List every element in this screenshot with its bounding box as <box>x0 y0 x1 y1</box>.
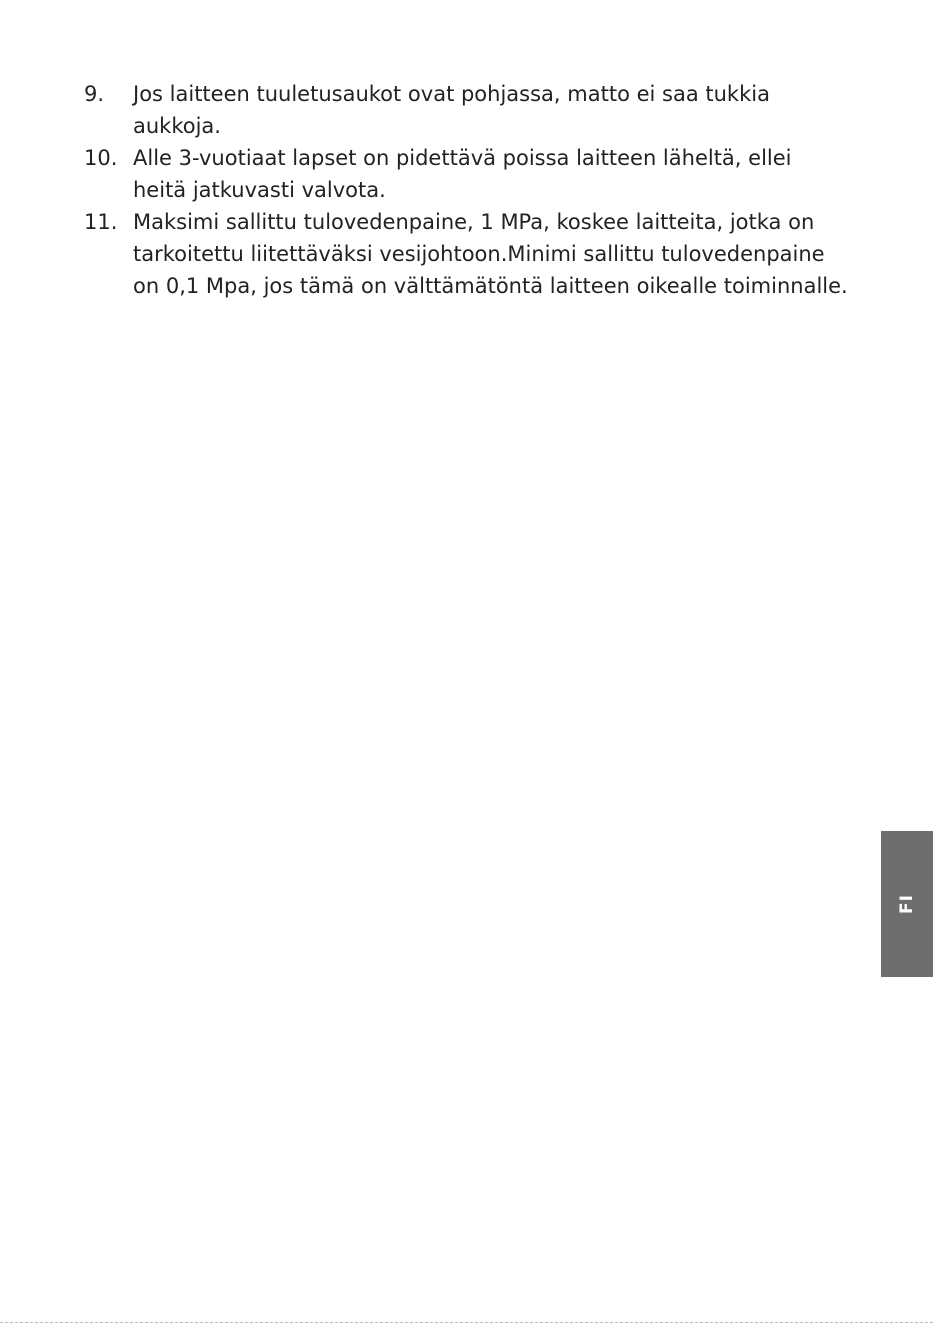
language-tab <box>881 831 933 977</box>
item-text: Maksimi sallittu tulovedenpaine, 1 MPa, koskee laitteita, jotka on tarkoitettu liitettäväksi vesijohtoon.Minimi sallittu tulovedenpaine on 0,1 Mpa, jos tämä on välttämätöntä laitteen oikealle toiminnalle. <box>133 210 848 298</box>
item-text: Alle 3-vuotiaat lapset on pidettävä poissa laitteen läheltä, ellei heitä jatkuvasti valvota. <box>133 146 792 202</box>
page-bottom-rule <box>0 1322 933 1323</box>
language-label: FI <box>896 894 917 914</box>
item-number: 9. <box>84 82 105 106</box>
item-text: Jos laitteen tuuletusaukot ovat pohjassa, matto ei saa tukkia aukkoja. <box>133 82 770 138</box>
item-number: 11. <box>84 210 118 234</box>
item-number: 10. <box>84 146 118 170</box>
list-item <box>0 78 933 142</box>
instruction-list <box>0 78 933 302</box>
list-item <box>0 142 933 206</box>
list-item <box>0 206 933 302</box>
